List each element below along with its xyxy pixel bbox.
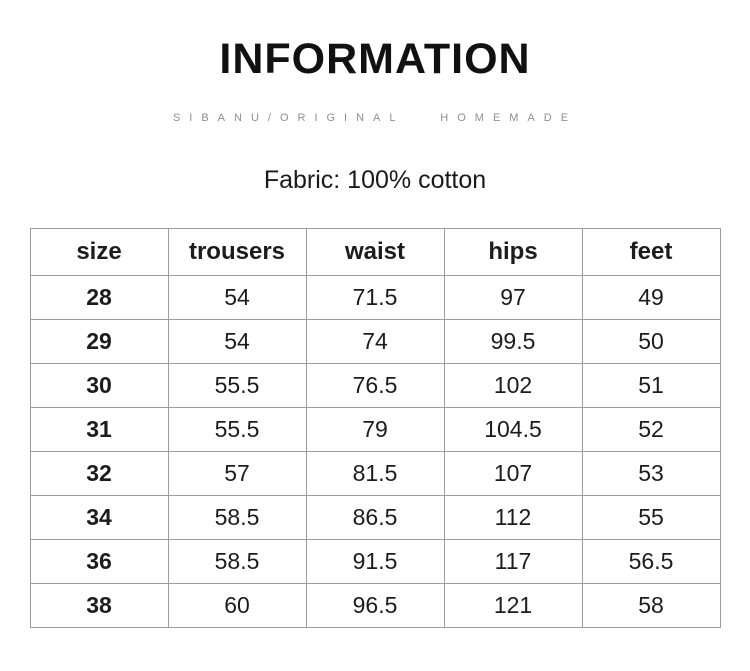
measurement-cell: 52 [582, 408, 720, 452]
size-cell: 38 [30, 584, 168, 628]
header-row [30, 229, 720, 276]
table-row [30, 320, 720, 364]
measurement-cell: 55.5 [168, 364, 306, 408]
table-row [30, 276, 720, 320]
page-title: INFORMATION [219, 35, 531, 83]
measurement-cell: 58 [582, 584, 720, 628]
measurement-cell: 102 [444, 364, 582, 408]
column-header-size: size [30, 229, 168, 276]
brand-subtitle: SIBANU/ORIGINAL HOMEMADE [172, 112, 578, 124]
measurement-cell: 71.5 [306, 276, 444, 320]
size-chart-body [30, 276, 720, 628]
measurement-cell: 79 [306, 408, 444, 452]
size-cell: 34 [30, 496, 168, 540]
table-row [30, 364, 720, 408]
measurement-cell: 121 [444, 584, 582, 628]
column-header-feet: feet [582, 229, 720, 276]
size-cell: 29 [30, 320, 168, 364]
measurement-cell: 49 [582, 276, 720, 320]
measurement-cell: 104.5 [444, 408, 582, 452]
size-cell: 31 [30, 408, 168, 452]
measurement-cell: 50 [582, 320, 720, 364]
fabric-info: Fabric: 100% cotton [263, 166, 487, 195]
table-row [30, 408, 720, 452]
measurement-cell: 54 [168, 320, 306, 364]
measurement-cell: 96.5 [306, 584, 444, 628]
size-cell: 28 [30, 276, 168, 320]
measurement-cell: 55 [582, 496, 720, 540]
column-header-waist: waist [306, 229, 444, 276]
measurement-cell: 99.5 [444, 320, 582, 364]
size-cell: 32 [30, 452, 168, 496]
measurement-cell: 56.5 [582, 540, 720, 584]
measurement-cell: 107 [444, 452, 582, 496]
size-chart-table [30, 228, 721, 628]
measurement-cell: 55.5 [168, 408, 306, 452]
measurement-cell: 54 [168, 276, 306, 320]
measurement-cell: 117 [444, 540, 582, 584]
size-cell: 36 [30, 540, 168, 584]
measurement-cell: 86.5 [306, 496, 444, 540]
measurement-cell: 57 [168, 452, 306, 496]
measurement-cell: 97 [444, 276, 582, 320]
table-row [30, 540, 720, 584]
measurement-cell: 51 [582, 364, 720, 408]
measurement-cell: 91.5 [306, 540, 444, 584]
measurement-cell: 74 [306, 320, 444, 364]
column-header-trousers: trousers [168, 229, 306, 276]
measurement-cell: 81.5 [306, 452, 444, 496]
table-row [30, 496, 720, 540]
measurement-cell: 58.5 [168, 540, 306, 584]
measurement-cell: 112 [444, 496, 582, 540]
measurement-cell: 76.5 [306, 364, 444, 408]
measurement-cell: 53 [582, 452, 720, 496]
table-row [30, 584, 720, 628]
measurement-cell: 58.5 [168, 496, 306, 540]
table-row [30, 452, 720, 496]
column-header-hips: hips [444, 229, 582, 276]
measurement-cell: 60 [168, 584, 306, 628]
size-cell: 30 [30, 364, 168, 408]
